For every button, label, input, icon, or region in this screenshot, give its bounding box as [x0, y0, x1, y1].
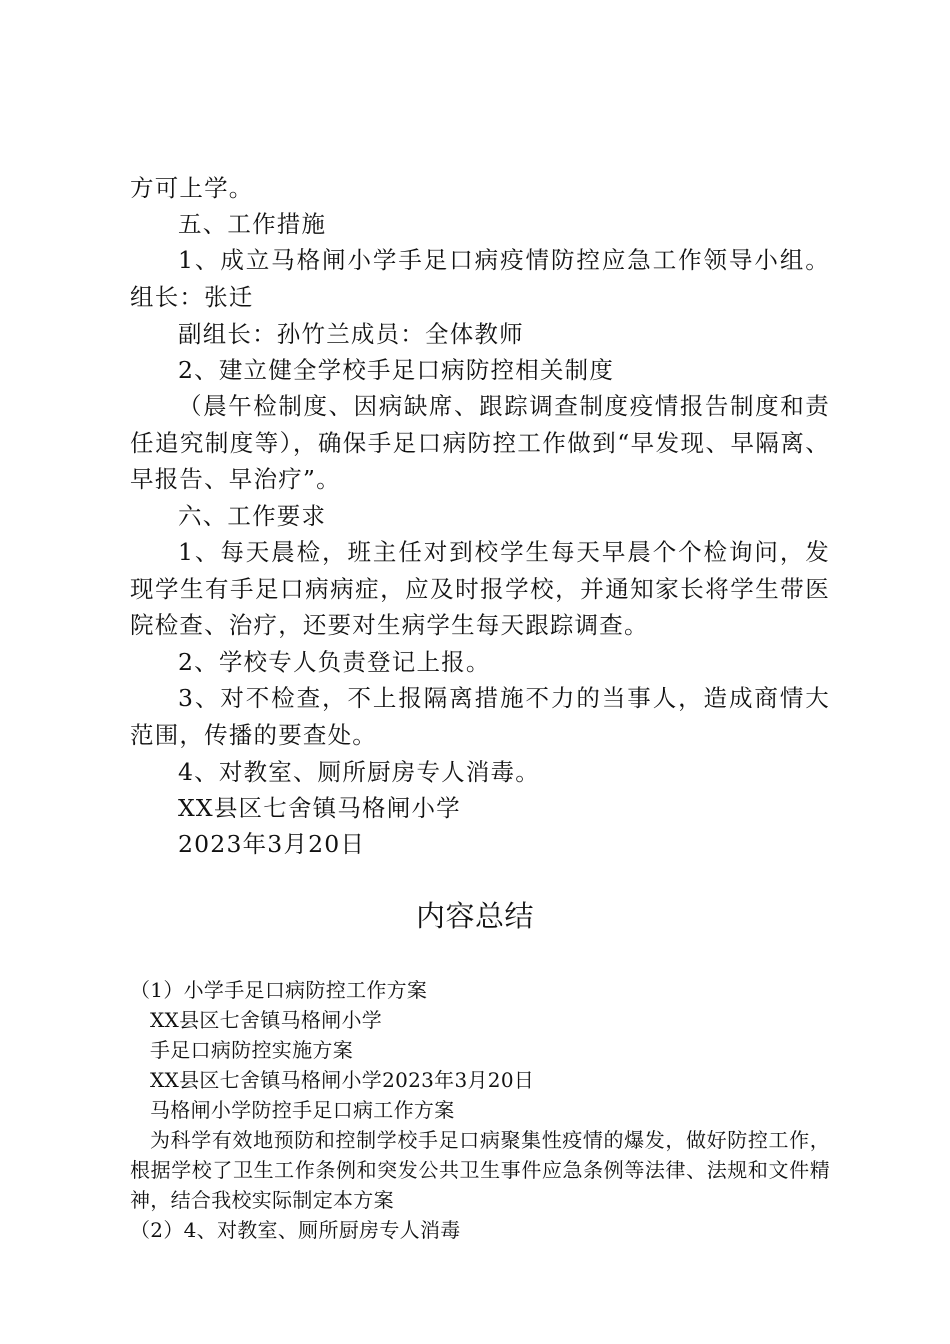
summary-item-1: （1）小学手足口病防控工作方案 — [130, 978, 428, 1002]
body-paragraph-3: 1、成立马格闸小学手足口病疫情防控应急工作领导小组。组长：张迁 — [130, 246, 830, 311]
summary-title: 内容总结 — [415, 899, 534, 933]
body-paragraph-5: 2、建立健全学校手足口病防控相关制度 — [178, 356, 615, 384]
summary-item-2: XX县区七舍镇马格闸小学 — [150, 1008, 383, 1032]
summary-item-3: 手足口病防控实施方案 — [150, 1038, 353, 1062]
summary-item-5: 马格闸小学防控手足口病工作方案 — [150, 1098, 455, 1122]
body-paragraph-6: （晨午检制度、因病缺席、跟踪调查制度疫情报告制度和责任追究制度等），确保手足口病防控工作做到“早发现、早隔离、早报告、早治疗”。 — [130, 392, 830, 493]
body-paragraph-9: 2、学校专人负责登记上报。 — [178, 648, 491, 676]
summary-item-6: 为科学有效地预防和控制学校手足口病聚集性疫情的爆发，做好防控工作，根据学校了卫生工作条例和突发公共卫生事件应急条例等法律、法规和文件精神，结合我校实际制定本方案 — [130, 1128, 830, 1212]
summary-item-4: XX县区七舍镇马格闸小学2023年3月20日 — [150, 1068, 535, 1092]
body-paragraph-8: 1、每天晨检，班主任对到校学生每天早晨个个检询问，发现学生有手足口病病症，应及时报学校，并通知家长将学生带医院检查、治疗，还要对生病学生每天跟踪调查。 — [130, 538, 830, 639]
body-paragraph-10: 3、对不检查，不上报隔离措施不力的当事人，造成商情大范围，传播的要查处。 — [130, 684, 830, 749]
section-heading-5: 五、工作措施 — [178, 210, 327, 238]
body-paragraph-1: 方可上学。 — [130, 174, 254, 202]
section-heading-6: 六、工作要求 — [178, 502, 327, 530]
body-paragraph-11: 4、对教室、厕所厨房专人消毒。 — [178, 758, 540, 786]
signature-school: XX县区七舍镇马格闸小学 — [178, 794, 461, 822]
signature-date: 2023年3月20日 — [178, 830, 366, 858]
summary-item-7: （2）4、对教室、厕所厨房专人消毒 — [130, 1218, 461, 1242]
body-paragraph-4: 副组长：孙竹兰成员：全体教师 — [178, 320, 524, 348]
